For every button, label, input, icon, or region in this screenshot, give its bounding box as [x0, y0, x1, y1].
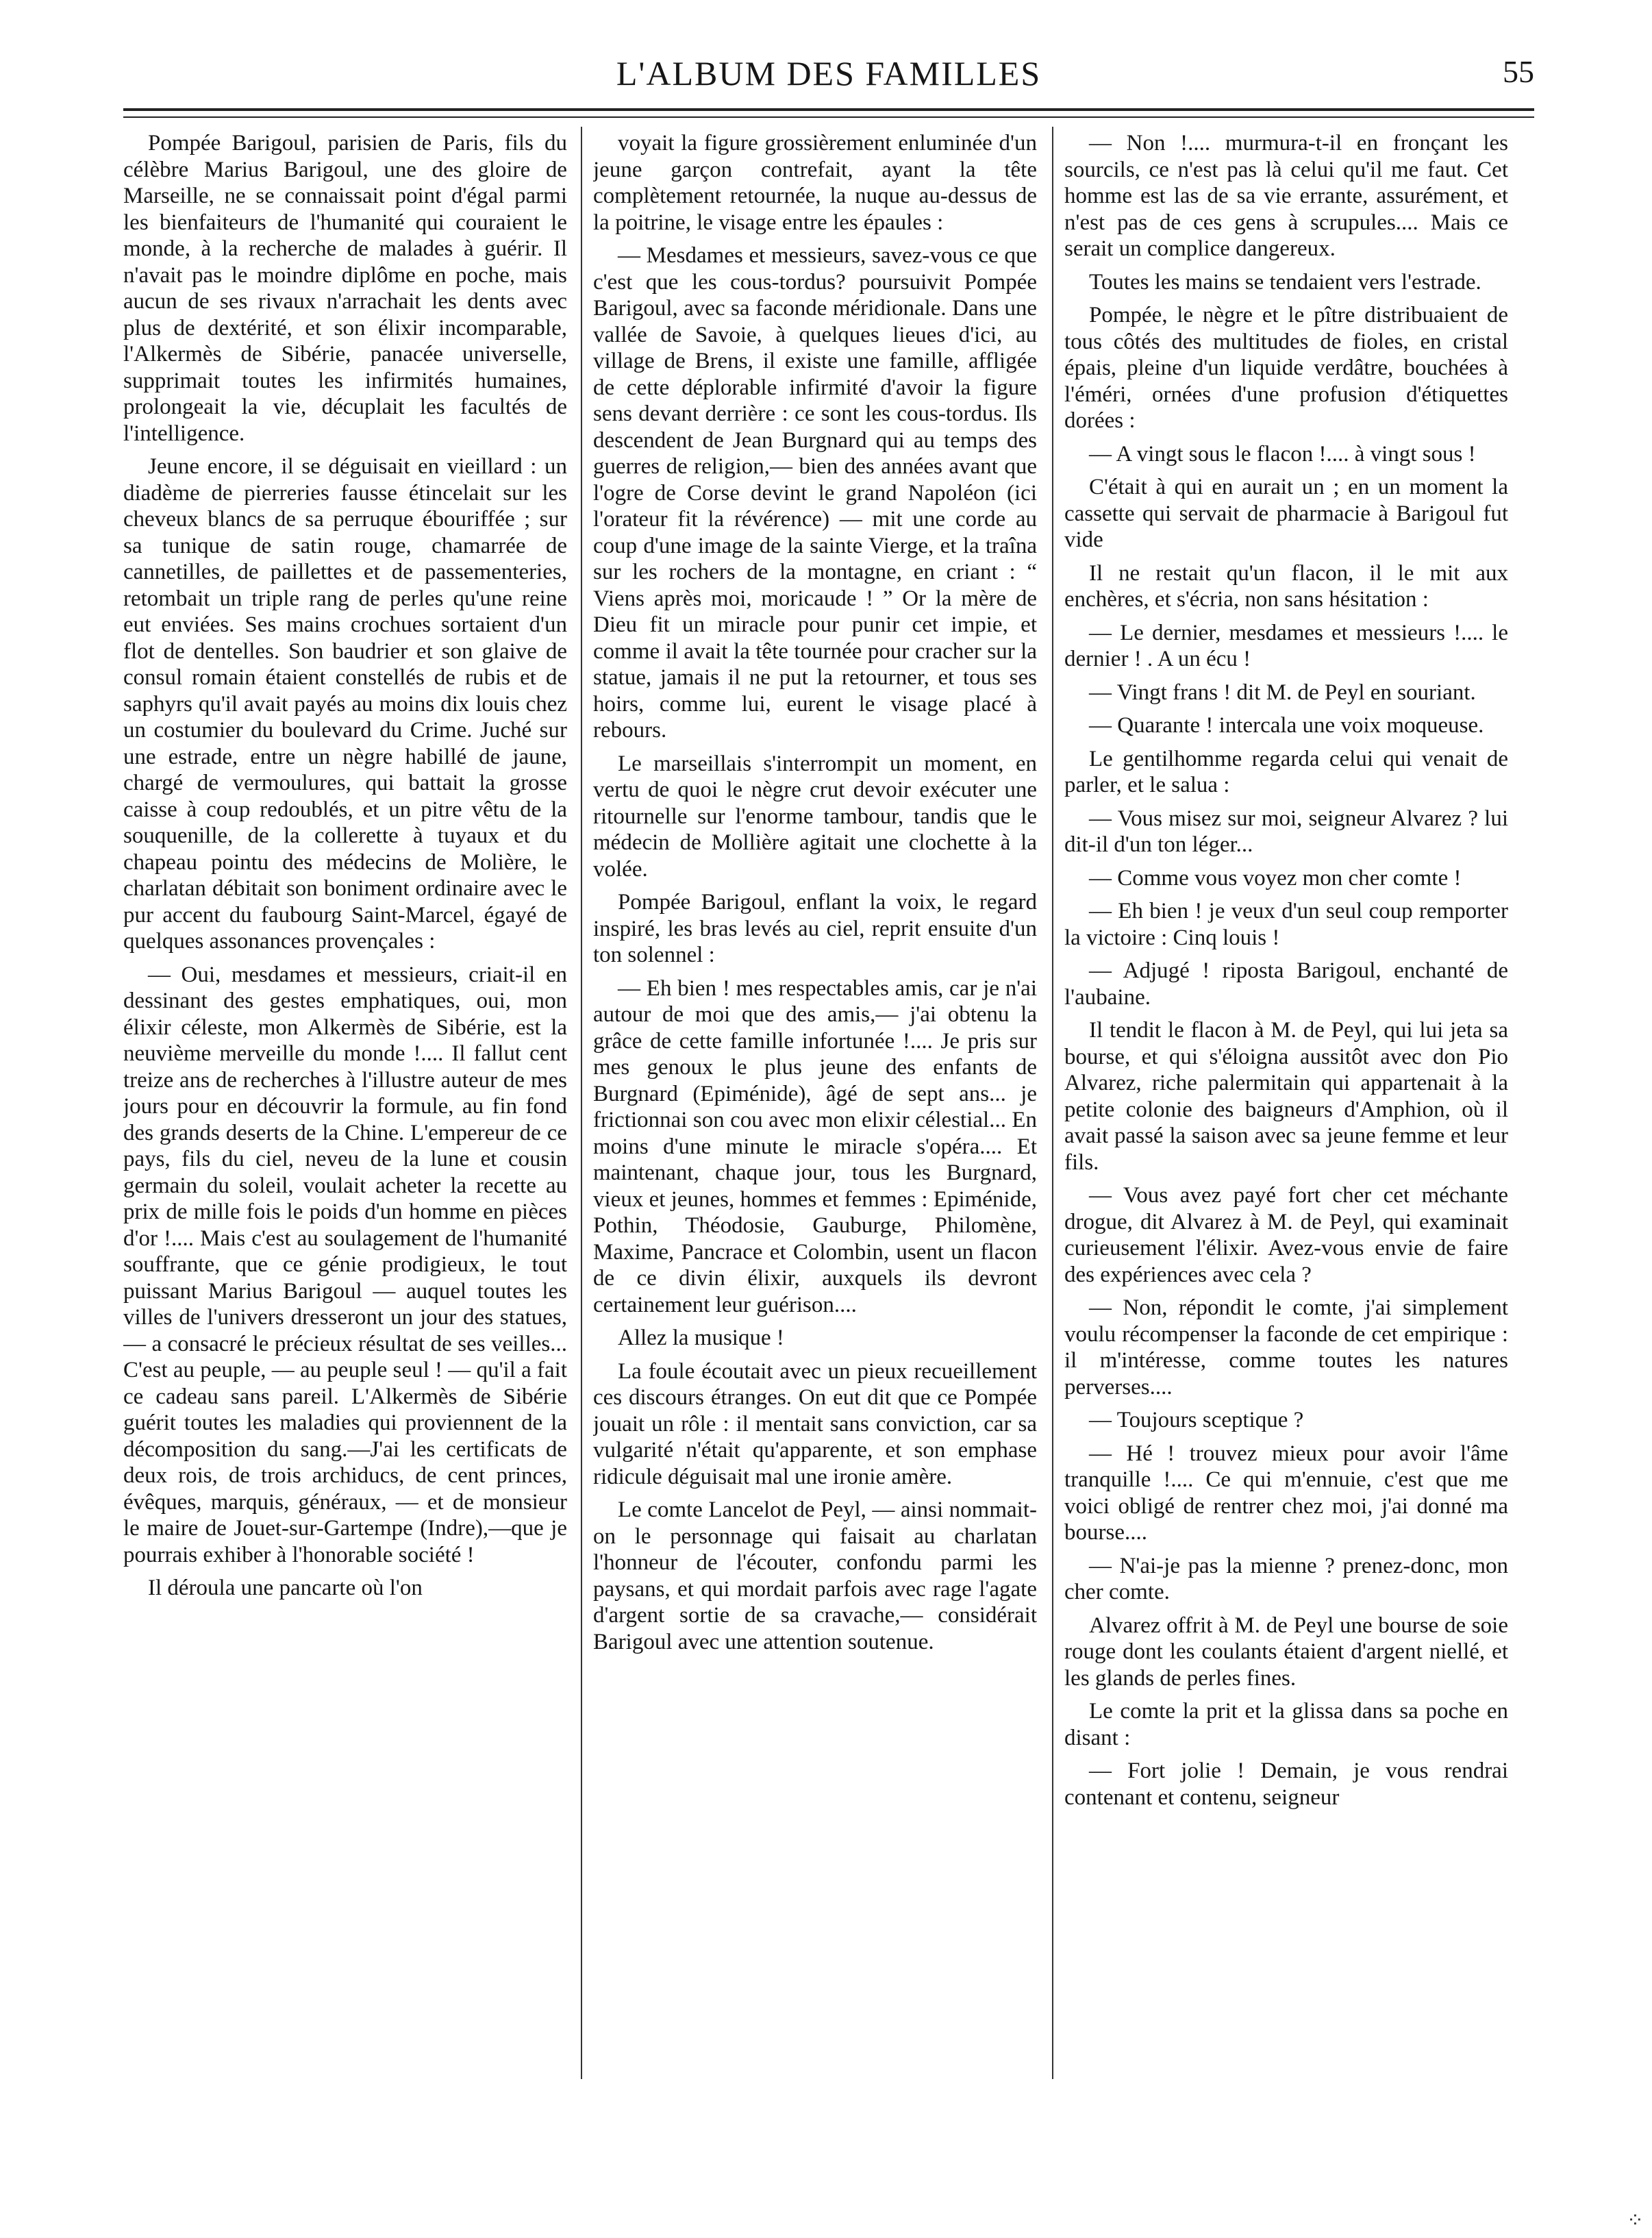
paragraph: La foule écoutait avec un pieux recueillement ces discours étranges. On eut dit que ce Pompée jouait un rôle : il mentait sans conviction, car sa vulgarité n'était qu'apparente, et son emphase ridicule déguisait mal une ironie amère.: [593, 1358, 1037, 1489]
paragraph: — Oui, mesdames et messieurs, criait-il en dessinant des gestes emphatiques, oui, mon élixir céleste, mon Alkermès de Sibérie, est la neuvième merveille du monde !.... Il fallut cent treize ans de recherches à l'illustre auteur de mes jours pour en découvrir la formule, au fin fond des grands deserts de la Chine. L'empereur de ce pays, fils du ciel, neveu de la lune et cousin germain du soleil, voulait acheter la recette au prix de mille fois le poids d'un homme en pièces d'or !.... Mais c'est au soulagement de l'humanité souffrante, que ce génie prodigieux, le tout puissant Marius Barigoul — auquel toutes les villes de l'univers dresseront un jour des statues, — a consacré le précieux résultat de ses veilles... C'est au peuple, — au peuple seul ! — qu'il a fait ce cadeau sans pareil. L'Alkermès de Sibérie guérit toutes les maladies qui proviennent de la décomposition du sang.—J'ai les certificats de deux rois, de trois archiducs, de cent princes, évêques, marquis, généraux, — et de monsieur le maire de Jouet-sur-Gartempe (Indre),—que je pourrais exhiber à l'honorable société !: [123, 962, 567, 1567]
text-column-3: [1064, 130, 1508, 2076]
paragraph: — Non, répondit le comte, j'ai simplement voulu récompenser la faconde de cet empirique : il m'intéresse, comme toutes les natures perverses....: [1064, 1295, 1508, 1400]
paragraph: Allez la musique !: [618, 1326, 784, 1350]
paragraph: — Hé ! trouvez mieux pour avoir l'âme tranquille !.... Ce qui m'ennuie, c'est que me voici obligé de rentrer chez moi, j'ai donné ma bourse....: [1064, 1441, 1508, 1545]
paragraph: Le comte la prit et la glissa dans sa poche en disant :: [1064, 1699, 1508, 1750]
paragraph: — Vingt frans ! dit M. de Peyl en souriant.: [1089, 680, 1476, 705]
running-title: L'ALBUM DES FAMILLES: [616, 54, 1042, 92]
ink-speck-mark: ⁘: [1626, 2209, 1644, 2232]
paragraph: Il déroula une pancarte où l'on: [148, 1576, 423, 1600]
paragraph: — Quarante ! intercala une voix moqueuse.: [1089, 713, 1484, 738]
paragraph: — Comme vous voyez mon cher comte !: [1089, 865, 1462, 891]
paragraph: Pompée, le nègre et le pître distribuaient de tous côtés des multitudes de fioles, en cristal épais, pleine d'un liquide verdâtre, bouchées à l'éméri, ornées d'une profusion d'étiquettes dorées :: [1064, 303, 1508, 433]
header-rule-thick: [123, 108, 1534, 111]
paragraph: Pompée Barigoul, parisien de Paris, fils du célèbre Marius Barigoul, une des gloire de Marseille, ne se connaissait point d'égal parmi les bienfaiteurs de l'humanité qui couraient le monde, à la recherche de malades à guérir. Il n'avait pas le moindre diplôme en poche, mais aucun de ses rivaux n'arrachait les dents avec plus de dextérité, et son élixir incomparable, l'Alkermès de Sibérie, panacée universelle, supprimait toutes les infirmités humaines, prolongeait la vie, décuplait les facultés de l'intelligence.: [123, 131, 567, 446]
paragraph: — Fort jolie ! Demain, je vous rendrai contenant et contenu, seigneur: [1064, 1758, 1508, 1810]
paragraph: — Mesdames et messieurs, savez-vous ce que c'est que les cous-tordus? poursuivit Pompée Barigoul, avec sa faconde méridionale. Dans une vallée de Savoie, à quelques lieues d'ici, au village de Brens, il existe une famille, affligée de cette déplorable infirmité d'avoir la figure sens devant derrière : ce sont les cous-tordus. Ils descendent de Jean Burgnard qui au temps des guerres de religion,— bien des années avant que l'ogre de Corse devint le grand Napoléon (ici l'orateur fit la révérence) — mit une corde au coup d'une image de la sainte Vierge, et la traîna sur les rochers de la montagne, en criant : “ Viens après moi, moricaude ! ” Or la mère de Dieu fit un miracle pour punir cet impie, et comme il avait la tête tournée pour cracher sur la statue, jamais il ne put la retourner, et tous ses hoirs, comme lui, eurent le visage placé à rebours.: [593, 243, 1037, 743]
page-number: 55: [1503, 54, 1534, 89]
paragraph: — Adjugé ! riposta Barigoul, enchanté de l'aubaine.: [1064, 958, 1508, 1010]
paragraph: Pompée Barigoul, enflant la voix, le regard inspiré, les bras levés au ciel, reprit ensuite d'un ton solennel :: [593, 890, 1037, 967]
paragraph: C'était à qui en aurait un ; en un moment la cassette qui servait de pharmacie à Barigoul fut vide: [1064, 475, 1508, 552]
paragraph: — N'ai-je pas la mienne ? prenez-donc, mon cher comte.: [1064, 1553, 1508, 1604]
paragraph: Il tendit le flacon à M. de Peyl, qui lui jeta sa bourse, et qui s'éloigna aussitôt avec don Pio Alvarez, riche palermitain qui appartenait à la petite colonie des baigneurs d'Amphion, où il avait passé la saison avec sa jeune femme et leur fils.: [1064, 1018, 1508, 1175]
column-divider: [1052, 127, 1053, 2079]
paragraph: — Non !.... murmura-t-il en fronçant les sourcils, ce n'est pas là celui qu'il me faut. Cet homme est las de sa vie errante, assurément, et n'est pas de ces gens à scrupules.... Mais ce serait un complice dangereux.: [1064, 131, 1508, 261]
paragraph: — Vous avez payé fort cher cet méchante drogue, dit Alvarez à M. de Peyl, qui examinait curieusement l'élixir. Avez-vous envie de faire des expériences avec cela ?: [1064, 1183, 1508, 1287]
paragraph: voyait la figure grossièrement enluminée d'un jeune garçon contrefait, ayant la tête complètement retournée, la nuque au-dessus de la poitrine, le visage entre les épaules :: [593, 131, 1037, 235]
text-column-2: [593, 130, 1037, 2076]
paragraph: Jeune encore, il se déguisait en vieillard : un diadème de pierreries fausse étincelait sur les cheveux blancs de sa perruque ébouriffée ; sur sa tunique de satin rouge, chamarrée de cannetilles, de paillettes et de passementeries, retombait un triple rang de perles qu'une reine eut enviées. Ses mains crochues sortaient d'un flot de dentelles. Son baudrier et son glaive de consul romain étaient constellés de rubis et de saphyrs qu'il avait payés au moins dix louis chez un costumier du boulevard du Crime. Juché sur une estrade, entre un nègre habillé de jaune, chargé de vermoulures, qui battait la grosse caisse à coup redoublés, et un pitre vêtu de la souquenille, de la collerette à tuyaux et du chapeau pointu des médecins de Molière, le charlatan débitait son boniment ordinaire avec le pur accent du faubourg Saint-Marcel, égayé de quelques assonances provençales :: [123, 454, 567, 954]
page-header: [123, 48, 1534, 103]
paragraph: Le comte Lancelot de Peyl, — ainsi nommait-on le personnage qui faisait au charlatan l'honneur de l'écouter, confondu parmi les paysans, et qui mordait parfois avec rage l'agate d'argent sortie de sa cravache,— considérait Barigoul avec une attention soutenue.: [593, 1497, 1037, 1654]
paragraph: — Eh bien ! je veux d'un seul coup remporter la victoire : Cinq louis !: [1064, 899, 1508, 950]
paragraph: Il ne restait qu'un flacon, il le mit aux enchères, et s'écria, non sans hésitation :: [1064, 560, 1508, 612]
paragraph: — A vingt sous le flacon !.... à vingt sous !: [1089, 441, 1476, 467]
paragraph: — Eh bien ! mes respectables amis, car je n'ai autour de moi que des amis,— j'ai obtenu la grâce de cette famille infortunée !.... Je pris sur mes genoux le plus jeune des enfants de Burgnard (Epiménide), âgé de sept ans... je frictionnai son cou avec mon elixir célestial... En moins d'une minute le miracle s'opéra.... Et maintenant, chaque jour, tous les Burgnard, vieux et jeunes, hommes et femmes : Epiménide, Pothin, Théodosie, Gauburge, Philomène, Maxime, Pancrace et Colombin, usent un flacon de ce divin élixir, auxquels ils devront certainement leur guérison....: [593, 975, 1037, 1317]
paragraph: — Toujours sceptique ?: [1089, 1408, 1304, 1432]
paragraph: — Vous misez sur moi, seigneur Alvarez ? lui dit-il d'un ton léger...: [1064, 806, 1508, 857]
header-rule-thin: [123, 116, 1534, 118]
paragraph: — Le dernier, mesdames et messieurs !.... le dernier ! . A un écu !: [1064, 620, 1508, 671]
paragraph: Le marseillais s'interrompit un moment, en vertu de quoi le nègre crut devoir exécuter une ritournelle sur l'enorme tambour, tandis que le médecin de Mollière agitait une clochette à la volée.: [593, 751, 1037, 882]
column-divider: [581, 127, 582, 2079]
paragraph: Alvarez offrit à M. de Peyl une bourse de soie rouge dont les coulants étaient d'argent niellé, et les glands de perles fines.: [1064, 1613, 1508, 1691]
text-column-1: [123, 130, 567, 2076]
paragraph: Le gentilhomme regarda celui qui venait de parler, et le salua :: [1064, 746, 1508, 797]
paragraph: Toutes les mains se tendaient vers l'estrade.: [1089, 269, 1481, 295]
